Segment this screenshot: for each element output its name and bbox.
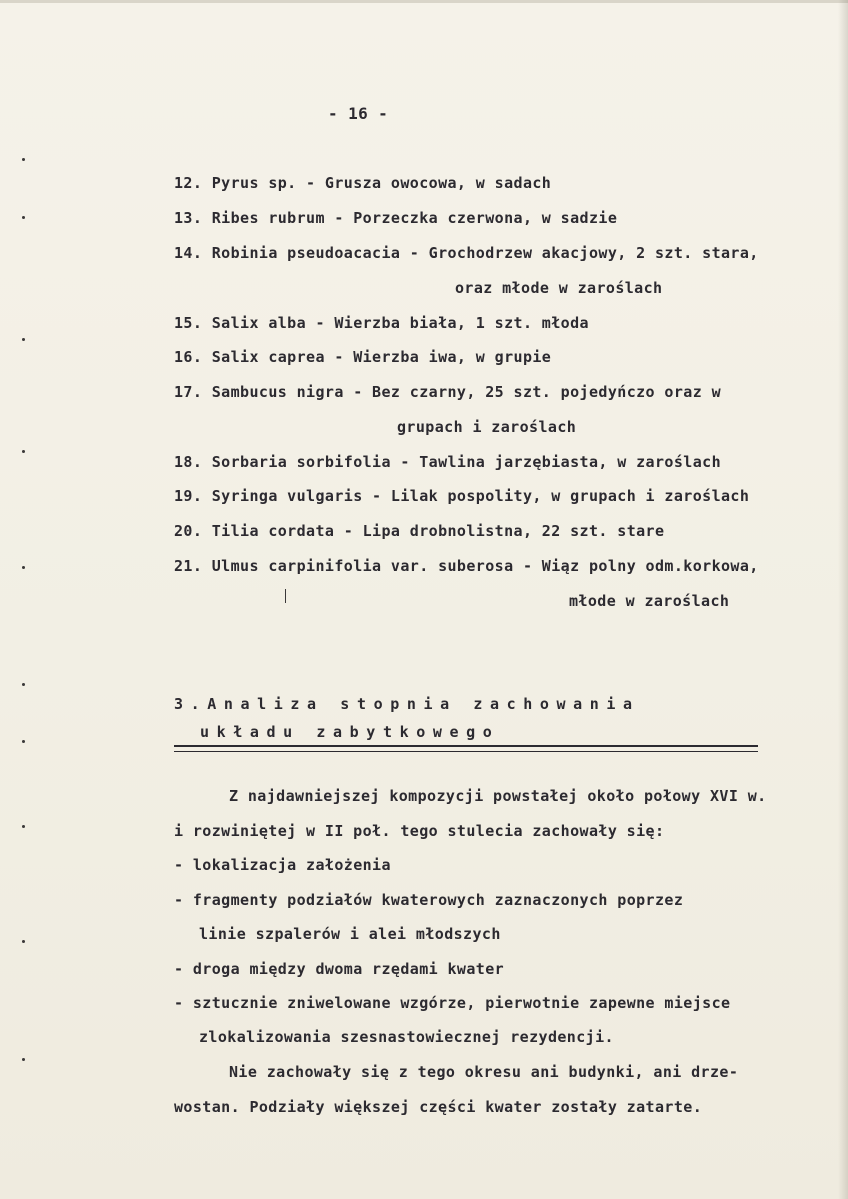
margin-mark (22, 338, 25, 341)
paper-edge (0, 0, 848, 3)
paragraph-line: Nie zachowały się z tego okresu ani budynki, ani drze- (229, 1063, 739, 1081)
margin-mark (22, 158, 25, 161)
paragraph-line: i rozwiniętej w II poł. tego stulecia zachowały się: (174, 822, 665, 840)
list-item: 20. Tilia cordata - Lipa drobnolistna, 22 szt. stare (174, 522, 665, 540)
ink-mark (285, 589, 286, 603)
list-item: 13. Ribes rubrum - Porzeczka czerwona, w sadzie (174, 209, 618, 227)
bullet-continuation: linie szpalerów i alei młodszych (199, 925, 501, 943)
margin-mark (22, 740, 25, 743)
margin-mark (22, 216, 25, 219)
list-item: 16. Salix caprea - Wierzba iwa, w grupie (174, 348, 552, 366)
bullet-item: - sztucznie zniwelowane wzgórze, pierwotnie zapewne miejsce (174, 994, 731, 1012)
margin-mark (22, 450, 25, 453)
margin-mark (22, 683, 25, 686)
bullet-item: - droga między dwoma rzędami kwater (174, 960, 505, 978)
bullet-item: - lokalizacja założenia (174, 856, 391, 874)
list-item-continuation: młode w zaroślach (569, 592, 730, 610)
bullet-continuation: zlokalizowania szesnastowiecznej rezydencji. (199, 1028, 614, 1046)
margin-mark (22, 1058, 25, 1061)
heading-underline (174, 745, 758, 752)
section-heading: 3.Analiza stopnia zachowania (174, 695, 640, 713)
list-item-continuation: oraz młode w zaroślach (455, 279, 663, 297)
paragraph-line: Z najdawniejszej kompozycji powstałej około połowy XVI w. (229, 787, 767, 805)
list-item: 17. Sambucus nigra - Bez czarny, 25 szt. pojedyńczo oraz w (174, 383, 721, 401)
page-number: - 16 - (328, 104, 389, 123)
bullet-item: - fragmenty podziałów kwaterowych zaznaczonych poprzez (174, 891, 684, 909)
list-item: 21. Ulmus carpinifolia var. suberosa - Wiąz polny odm.korkowa, (174, 557, 759, 575)
list-item: 19. Syringa vulgaris - Lilak pospolity, w grupach i zaroślach (174, 487, 750, 505)
list-item-continuation: grupach i zaroślach (397, 418, 577, 436)
margin-mark (22, 566, 25, 569)
list-item: 12. Pyrus sp. - Grusza owocowa, w sadach (174, 174, 552, 192)
list-item: 15. Salix alba - Wierzba biała, 1 szt. młoda (174, 314, 589, 332)
list-item: 18. Sorbaria sorbifolia - Tawlina jarzębiasta, w zaroślach (174, 453, 721, 471)
list-item: 14. Robinia pseudoacacia - Grochodrzew akacjowy, 2 szt. stara, (174, 244, 759, 262)
section-heading-line2: układu zabytkowego (200, 723, 500, 741)
paragraph-line: wostan. Podziały większej części kwater zostały zatarte. (174, 1098, 703, 1116)
margin-mark (22, 940, 25, 943)
margin-mark (22, 825, 25, 828)
paper-shadow (838, 0, 848, 1199)
